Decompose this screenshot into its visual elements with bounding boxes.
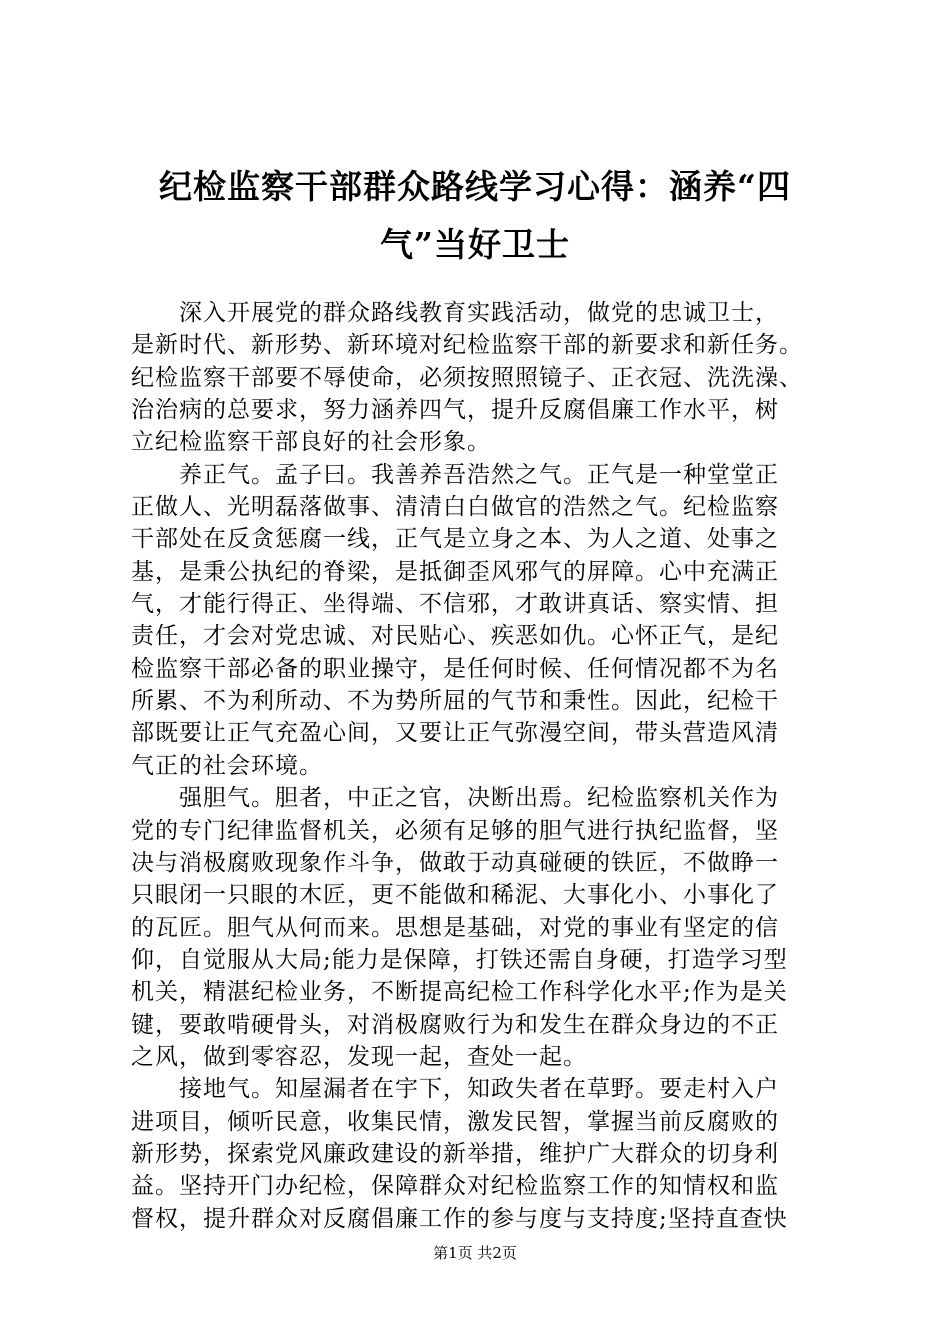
text-line: 督权，提升群众对反腐倡廉工作的参与度与支持度;坚持直查快: [131, 1205, 788, 1232]
text-line: 的瓦匠。胆气从何而来。思想是基础，对党的事业有坚定的信: [131, 914, 779, 941]
paragraph-intro: [131, 297, 843, 459]
title-line: 纪检监察干部群众路线学习心得：涵养“四: [159, 167, 791, 206]
document-body: [131, 297, 843, 1235]
text-line: 检监察干部必备的职业操守，是任何时候、任何情况都不为名: [131, 655, 779, 682]
text-line: 纪检监察干部要不辱使命，必须按照照镜子、正衣冠、洗洗澡、: [131, 364, 803, 391]
text-line: 键，要敢啃硬骨头，对消极腐败行为和发生在群众身边的不正: [131, 1011, 779, 1038]
text-line: 党的专门纪律监督机关，必须有足够的胆气进行执纪监督，坚: [131, 817, 779, 844]
text-line: 新形势，探索党风廉政建设的新举措，维护广大群众的切身利: [131, 1140, 779, 1167]
text-line: 基，是秉公执纪的脊梁，是抵御歪风邪气的屏障。心中充满正: [131, 558, 779, 585]
text-line: 接地气。知屋漏者在宇下，知政失者在草野。要走村入户: [179, 1076, 779, 1103]
text-line: 干部处在反贪惩腐一线，正气是立身之本、为人之道、处事之: [131, 526, 779, 553]
text-line: 气，才能行得正、坐得端、不信邪，才敢讲真话、察实情、担: [131, 591, 779, 618]
document-title: [120, 158, 830, 274]
text-line: 责任，才会对党忠诚、对民贴心、疾恶如仇。心怀正气，是纪: [131, 623, 779, 650]
text-line: 所累、不为利所动、不为势所屈的气节和秉性。因此，纪检干: [131, 688, 779, 715]
paragraph-diqi: [131, 1073, 843, 1235]
text-line: 仰，自觉服从大局;能力是保障，打铁还需自身硬，打造学习型: [131, 946, 788, 973]
text-line: 强胆气。胆者，中正之官，决断出焉。纪检监察机关作为: [179, 785, 779, 812]
text-line: 进项目，倾听民意，收集民情，激发民智，掌握当前反腐败的: [131, 1108, 779, 1135]
text-line: 正做人、光明磊落做事、清清白白做官的浩然之气。纪检监察: [131, 494, 779, 521]
text-line: 治治病的总要求，努力涵养四气，提升反腐倡廉工作水平，树: [131, 397, 779, 424]
text-line: 立纪检监察干部良好的社会形象。: [131, 429, 491, 456]
text-line: 深入开展党的群众路线教育实践活动，做党的忠诚卫士，: [179, 300, 779, 326]
text-line: 气正的社会环境。: [131, 752, 323, 779]
text-line: 决与消极腐败现象作斗争，做敢于动真碰硬的铁匠，不做睁一: [131, 849, 779, 876]
text-line: 养正气。孟子曰。我善养吾浩然之气。正气是一种堂堂正: [179, 461, 779, 488]
title-line: 气”当好卫士: [380, 225, 570, 264]
paragraph-zhengqi: [131, 459, 843, 782]
text-line: 是新时代、新形势、新环境对纪检监察干部的新要求和新任务。: [131, 332, 803, 359]
page-number-footer: 第1页 共2页: [433, 1244, 517, 1262]
text-line: 益。坚持开门办纪检，保障群众对纪检监察工作的知情权和监: [131, 1173, 779, 1200]
text-line: 机关，精湛纪检业务，不断提高纪检工作科学化水平;作为是关: [131, 979, 788, 1006]
text-line: 之风，做到零容忍，发现一起，查处一起。: [131, 1043, 587, 1070]
text-line: 部既要让正气充盈心间，又要让正气弥漫空间，带头营造风清: [131, 720, 779, 747]
text-line: 只眼闭一只眼的木匠，更不能做和稀泥、大事化小、小事化了: [131, 882, 779, 909]
paragraph-danqi: [131, 782, 843, 1073]
